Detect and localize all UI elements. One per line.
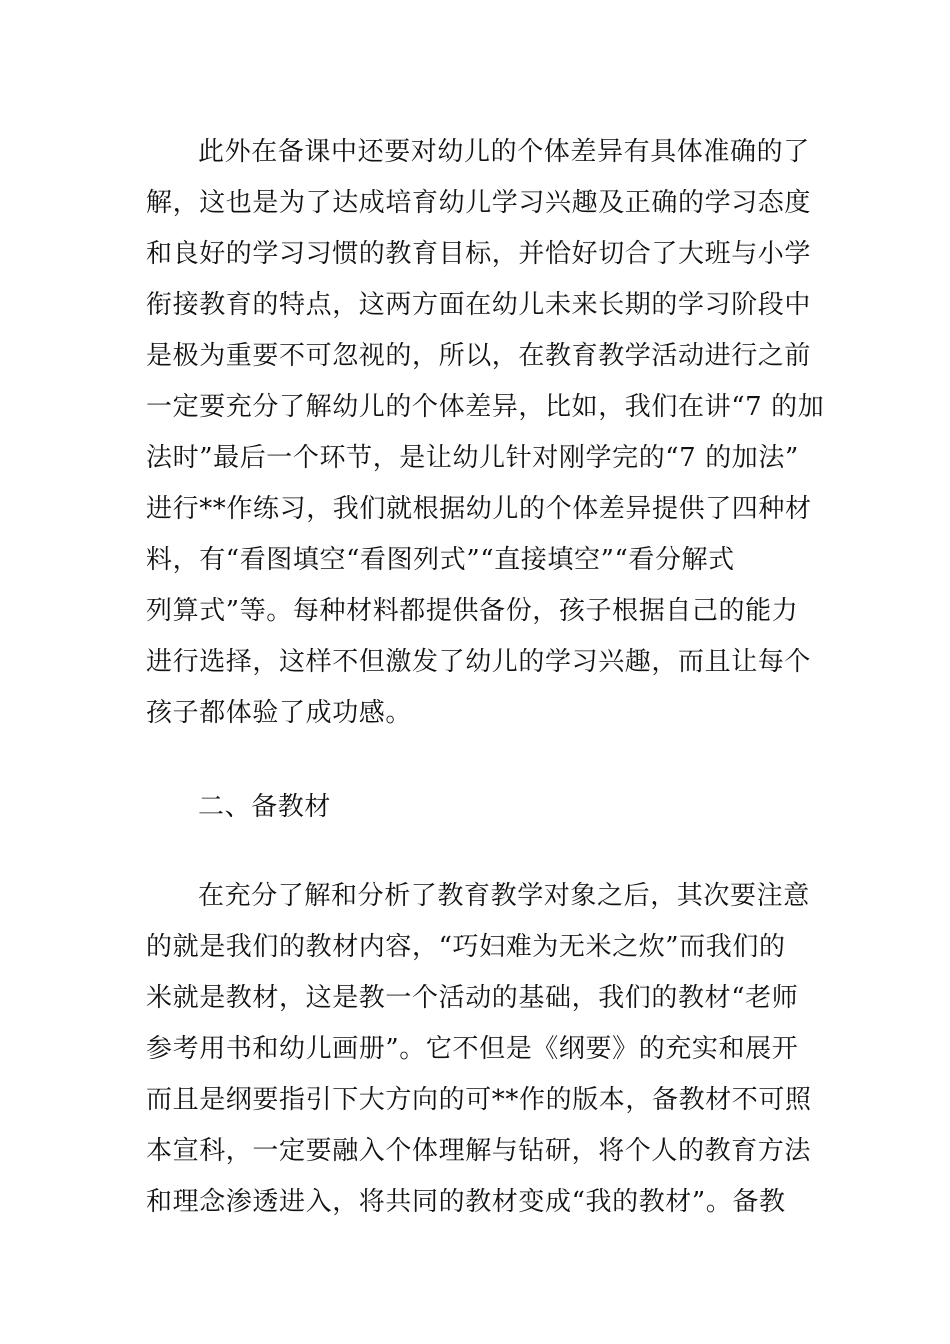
paragraph-1-line-2: 解，这也是为了达成培育幼儿学习兴趣及正确的学习态度	[146, 188, 812, 218]
paragraph-1-line-4: 衔接教育的特点，这两方面在幼儿未来长期的学习阶段中	[146, 290, 812, 320]
paragraph-1-line-7: 法时”最后一个环节，是让幼儿针对刚学完的“7 的加法”	[146, 443, 799, 473]
paragraph-1-line-9: 料，有“看图填空“看图列式”“直接填空”“看分解式	[146, 545, 735, 575]
paragraph-2-line-2: 的就是我们的教材内容，“巧妇难为无米之炊”而我们的	[146, 932, 786, 962]
paragraph-1-line-8: 进行**作练习，我们就根据幼儿的个体差异提供了四种材	[146, 494, 812, 524]
paragraph-1-line-10: 列算式”等。每种材料都提供备份，孩子根据自己的能力	[146, 596, 799, 626]
paragraph-2-line-6: 本宣科，一定要融入个体理解与钻研，将个人的教育方法	[146, 1136, 812, 1166]
paragraph-1-line-5: 是极为重要不可忽视的，所以，在教育教学活动进行之前	[146, 341, 812, 371]
paragraph-1-line-12: 孩子都体验了成功感。	[146, 698, 413, 728]
paragraph-1-line-6: 一定要充分了解幼儿的个体差异，比如，我们在讲“7 的加	[146, 392, 825, 422]
paragraph-2-line-3: 米就是教材，这是教一个活动的基础，我们的教材“老师	[146, 983, 799, 1013]
paragraph-1-line-3: 和良好的学习习惯的教育目标，并恰好切合了大班与小学	[146, 239, 812, 269]
paragraph-1-line-11: 进行选择，这样不但激发了幼儿的学习兴趣，而且让每个	[146, 647, 812, 677]
paragraph-2-line-1: 在充分了解和分析了教育教学对象之后，其次要注意	[198, 881, 810, 911]
paragraph-2-line-5: 而且是纲要指引下大方向的可**作的版本，备教材不可照	[146, 1085, 812, 1115]
section-heading: 二、备教材	[198, 792, 332, 822]
paragraph-2-line-4: 参考用书和幼儿画册”。它不但是《纲要》的充实和展开	[146, 1034, 799, 1064]
paragraph-1-line-1: 此外在备课中还要对幼儿的个体差异有具体准确的了	[198, 137, 810, 167]
paragraph-2-line-7: 和理念渗透进入，将共同的教材变成“我的教材”。备教	[146, 1187, 786, 1217]
